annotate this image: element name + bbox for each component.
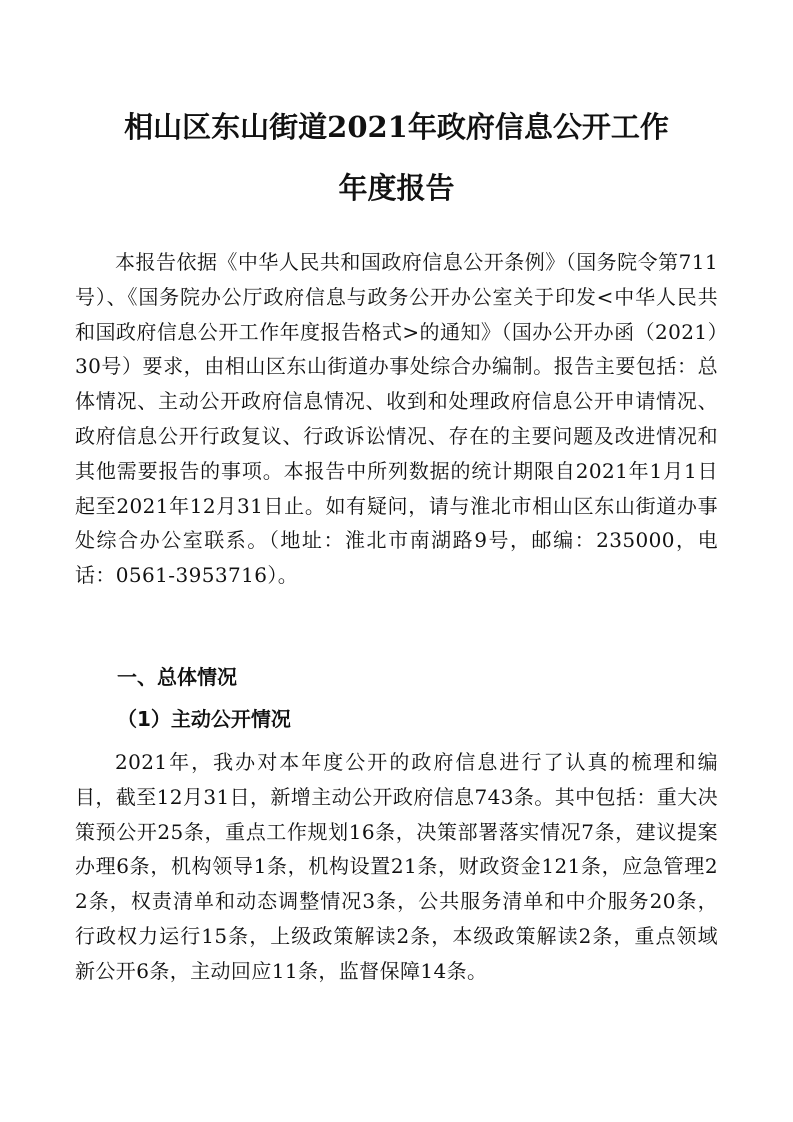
section-heading-overview: 一、总体情况 <box>117 665 237 689</box>
document-title-line-2: 年度报告 <box>338 171 455 205</box>
intro-paragraph: 本报告依据《中华人民共和国政府信息公开条例》（国务院令第711号）、《国务院办公厅政府信息与政务公开办公室关于印发<中华人民共和国政府信息公开工作年度报告格式>的通知》（国办公开办函（2021）30号）要求，由相山区东山街道办事处综合办编制。报告主要包括：总体情况、主动公开政府信息情况、收到和处理政府信息公开申请情况、政府信息公开行政复议、行政诉讼情况、存在的主要问题及改进情况和其他需要报告的事项。本报告中所列数据的统计期限自2021年1月1日起至2021年12月31日止。如有疑问，请与淮北市相山区东山街道办事处综合办公室联系。（地址：淮北市南湖路9号，邮编：235000，电话：0561-3953716）。 <box>75 250 718 588</box>
proactive-disclosure-paragraph: 2021年，我办对本年度公开的政府信息进行了认真的梳理和编目，截至12月31日，新增主动公开政府信息743条。其中包括：重大决策预公开25条，重点工作规划16条，决策部署落实情况7条，建议提案办理6条，机构领导1条，机构设置21条，财政资金121条，应急管理22条，权责清单和动态调整情况3条，公共服务清单和中介服务20条，行政权力运行15条，上级政策解读2条，本级政策解读2条，重点领域新公开6条，主动回应11条，监督保障14条。 <box>75 750 718 983</box>
document-title-line-1: 相山区东山街道2021年政府信息公开工作 <box>124 110 669 144</box>
subsection-heading-proactive-disclosure: （1）主动公开情况 <box>117 707 291 731</box>
